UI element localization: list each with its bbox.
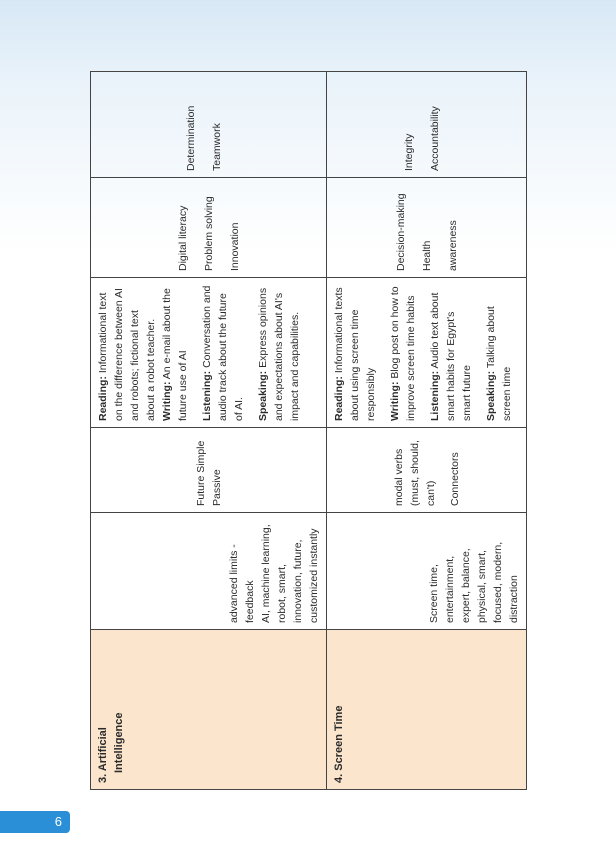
grammar-line: Future Simple (194, 440, 207, 506)
grammar-line: Connectors (448, 452, 461, 506)
life-skills-cell (91, 178, 327, 278)
value-line: Integrity (402, 133, 415, 171)
skill-text: Express opinions and expectations about AI's impact and capabilities. (257, 287, 301, 421)
skill-speaking (483, 284, 515, 421)
grammar-line: (must, should, (408, 440, 421, 506)
skill-writing (159, 284, 191, 421)
skill-listening (199, 284, 247, 421)
life-skill-line: awareness (446, 220, 459, 271)
vocab-line: entertainment, (444, 555, 456, 623)
page-number: 6 (0, 811, 70, 833)
vocab-line: expert, balance, (460, 548, 472, 623)
skill-text: Informational text on the difference between AI and robots; fictional text about a robot teacher. (97, 288, 157, 421)
grammar-line: Passive (210, 469, 223, 506)
vocab-line: innovation, future, (292, 539, 304, 623)
skill-reading (95, 284, 159, 421)
skill-text: An e-mail about the future use of AI (161, 288, 189, 421)
value-line: Teamwork (210, 123, 223, 171)
skill-speaking (255, 284, 303, 421)
vocab-line: customized instantly (308, 528, 320, 623)
vocab-line: physical, smart, (476, 550, 488, 623)
life-skill-line: Digital literacy (176, 205, 189, 271)
skill-text: Talking about screen time (485, 306, 513, 421)
skill-text: Informational texts about using screen time responsibly (333, 287, 377, 421)
skills-cell (327, 278, 527, 428)
table-row-unit-4 (327, 72, 527, 790)
values-cell (91, 72, 327, 178)
vocabulary-cell (327, 513, 527, 630)
vocab-line: AI, machine learning, (260, 524, 272, 623)
table-row-unit-3 (91, 72, 327, 790)
vocabulary-cell (91, 513, 327, 630)
rotated-table-container (90, 72, 526, 790)
vocab-line: Screen time, (428, 564, 440, 623)
grammar-line: modal verbs (392, 448, 405, 506)
value-line: Accountability (428, 106, 441, 171)
unit-cell (327, 630, 527, 790)
vocab-line: advanced limits - (228, 544, 240, 623)
skill-text: Conversation and audio track about the future of AI. (201, 285, 245, 421)
unit-cell (91, 630, 327, 790)
unit-title-line: 3. Artificial (97, 727, 109, 783)
skill-reading (331, 284, 379, 421)
skill-writing (387, 284, 419, 421)
skill-label: Reading: (333, 376, 345, 421)
skill-label: Reading: (97, 376, 109, 421)
unit-title-line: 4. Screen Time (333, 705, 345, 783)
skill-label: Speaking: (485, 370, 497, 421)
skill-label: Listening: (429, 370, 441, 421)
unit-title-line: Intelligence (113, 712, 125, 773)
grammar-line: can't) (424, 480, 437, 506)
skill-listening (427, 284, 475, 421)
life-skills-cell (327, 178, 527, 278)
life-skill-line: Decision-making (394, 193, 407, 271)
values-cell (327, 72, 527, 178)
life-skill-line: Health (420, 240, 433, 271)
vocab-line: feedback (244, 580, 256, 623)
grammar-cell (327, 428, 527, 513)
life-skill-line: Innovation (228, 222, 241, 271)
vocab-line: focused, modern, (492, 541, 504, 623)
curriculum-table-area (90, 72, 526, 790)
curriculum-table (90, 71, 527, 790)
skill-text: Audio text about smart habits for Egypt's smart future (429, 292, 473, 421)
skill-label: Writing: (389, 381, 401, 421)
skill-label: Speaking: (257, 370, 269, 421)
vocab-line: distraction (508, 575, 520, 623)
skill-label: Listening: (201, 370, 213, 421)
skill-label: Writing: (161, 381, 173, 421)
grammar-cell (91, 428, 327, 513)
skills-cell (91, 278, 327, 428)
life-skill-line: Problem solving (202, 196, 215, 271)
value-line: Determination (184, 105, 197, 171)
skill-text: Blog post on how to improve screen time habits (389, 286, 417, 421)
vocab-line: robot, smart, (276, 564, 288, 623)
